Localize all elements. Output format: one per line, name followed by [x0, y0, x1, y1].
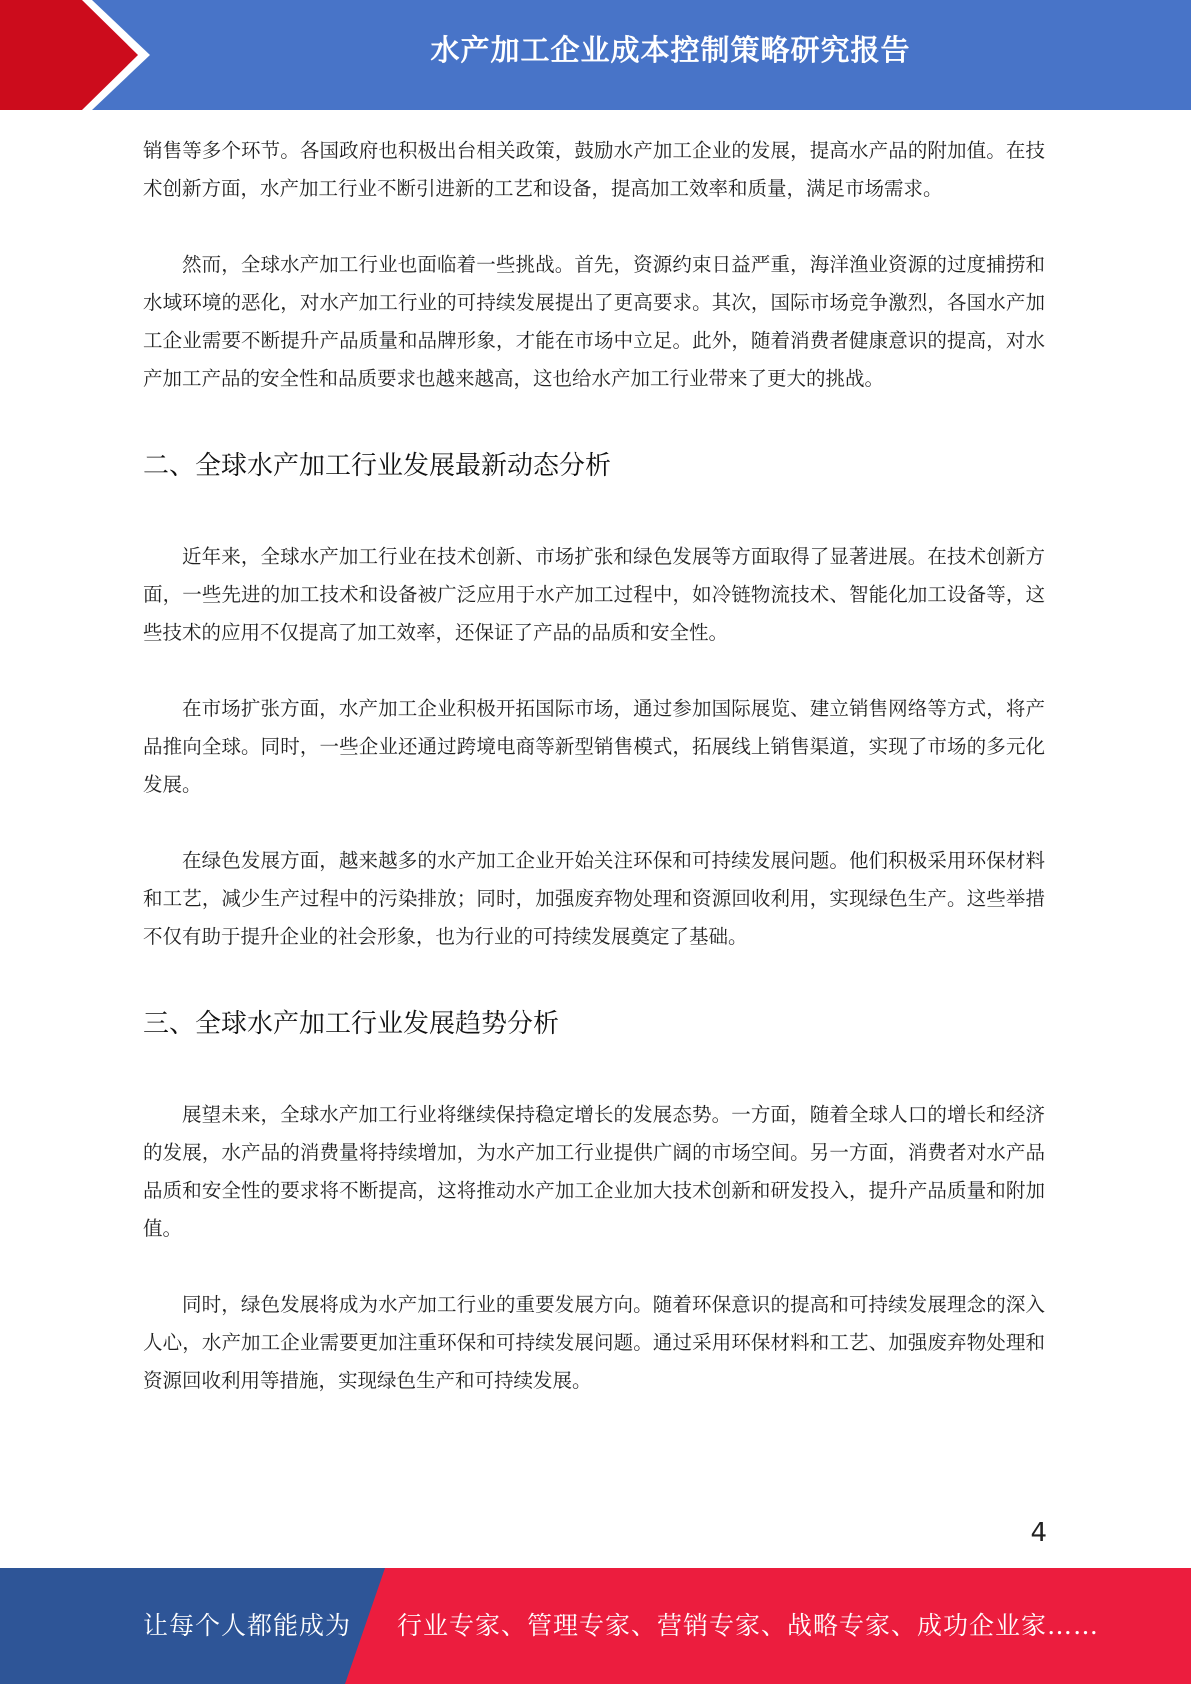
footer-slogan-right: 行业专家、管理专家、营销专家、战略专家、成功企业家……	[397, 1611, 1100, 1640]
document-body	[143, 132, 1045, 1400]
paragraph-intro-1: 销售等多个环节。各国政府也积极出台相关政策，鼓励水产加工企业的发展，提高水产品的附加值。在技术创新方面，水产加工行业不断引进新的工艺和设备，提高加工效率和质量，满足市场需求。	[143, 139, 1045, 200]
paragraph-section2-1: 近年来，全球水产加工行业在技术创新、市场扩张和绿色发展等方面取得了显著进展。在技术创新方面，一些先进的加工技术和设备被广泛应用于水产加工过程中，如冷链物流技术、智能化加工设备等，这些技术的应用不仅提高了加工效率，还保证了产品的品质和安全性。	[143, 545, 1045, 644]
footer-slogan-left: 让每个人都能成为	[143, 1611, 352, 1640]
paragraph-section2-2: 在市场扩张方面，水产加工企业积极开拓国际市场，通过参加国际展览、建立销售网络等方式，将产品推向全球。同时，一些企业还通过跨境电商等新型销售模式，拓展线上销售渠道，实现了市场的多元化发展。	[143, 697, 1045, 796]
section-heading-2: 二、全球水产加工行业发展最新动态分析	[143, 451, 612, 481]
paragraph-section3-1: 展望未来，全球水产加工行业将继续保持稳定增长的发展态势。一方面，随着全球人口的增长和经济的发展，水产品的消费量将持续增加，为水产加工行业提供广阔的市场空间。另一方面，消费者对水产品品质和安全性的要求将不断提高，这将推动水产加工企业加大技术创新和研发投入，提升产品质量和附加值。	[143, 1103, 1045, 1240]
page-header	[0, 0, 1191, 110]
header-title: 水产加工企业成本控制策略研究报告	[430, 33, 911, 67]
page-footer	[0, 1568, 1191, 1684]
header-red-chevron-icon	[0, 0, 150, 110]
paragraph-intro-2: 然而，全球水产加工行业也面临着一些挑战。首先，资源约束日益严重，海洋渔业资源的过度捕捞和水域环境的恶化，对水产加工行业的可持续发展提出了更高要求。其次，国际市场竞争激烈，各国水产加工企业需要不断提升产品质量和品牌形象，才能在市场中立足。此外，随着消费者健康意识的提高，对水产加工产品的安全性和品质要求也越来越高，这也给水产加工行业带来了更大的挑战。	[143, 253, 1045, 390]
section-heading-3: 三、全球水产加工行业发展趋势分析	[143, 1009, 560, 1039]
page-number: 4	[1030, 1518, 1047, 1548]
paragraph-section2-3: 在绿色发展方面，越来越多的水产加工企业开始关注环保和可持续发展问题。他们积极采用环保材料和工艺，减少生产过程中的污染排放；同时，加强废弃物处理和资源回收利用，实现绿色生产。这些举措不仅有助于提升企业的社会形象，也为行业的可持续发展奠定了基础。	[143, 849, 1045, 948]
paragraph-section3-2: 同时，绿色发展将成为水产加工行业的重要发展方向。随着环保意识的提高和可持续发展理念的深入人心，水产加工企业需要更加注重环保和可持续发展问题。通过采用环保材料和工艺、加强废弃物处理和资源回收利用等措施，实现绿色生产和可持续发展。	[143, 1293, 1045, 1392]
